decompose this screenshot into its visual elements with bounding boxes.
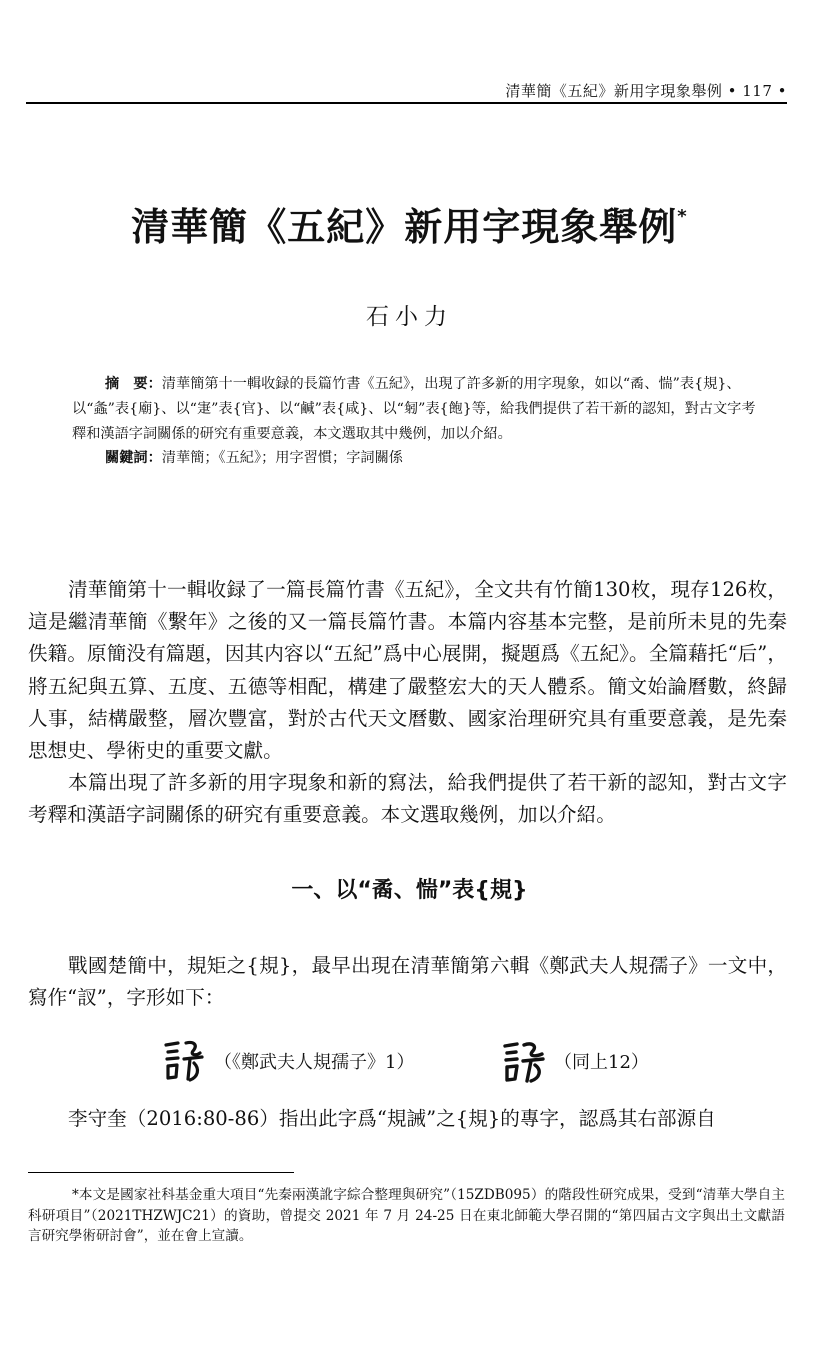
keywords-label: 關鍵詞： — [105, 450, 162, 467]
keywords-paragraph — [72, 446, 759, 471]
glyph-caption-2: （同上12） — [554, 1052, 649, 1073]
abstract-paragraph — [72, 372, 759, 446]
abstract — [72, 372, 759, 471]
footnote — [28, 1185, 785, 1247]
footnote-rule — [28, 1172, 294, 1173]
running-head: 清華簡《五紀》新用字現象舉例 • 117 • — [505, 82, 787, 100]
glyph-figure-1 — [160, 1036, 414, 1086]
intro-paragraph-1: 清華簡第十一輯收録了一篇長篇竹書《五紀》，全文共有竹簡130枚，現存126枚，這是繼清華簡《繫年》之後的又一篇長篇竹書。本篇内容基本完整，是前所未見的先秦佚籍。原簡没有篇題，因其内容以“五紀”爲中心展開，擬題爲《五紀》。全篇藉托“后”，將五紀與五算、五度、五德等相配，構建了嚴整宏大的天人體系。簡文始論曆數，終歸人事，結構嚴整，層次豐富，對於古代天文曆數、國家治理研究具有重要意義，是先秦思想史、學術史的重要文獻。 — [28, 578, 787, 763]
article-title — [0, 196, 819, 251]
section-heading-1: 一、以“矞、惴”表{規} — [291, 878, 528, 903]
glyph-caption-1: （《鄭武夫人規孺子》1） — [214, 1052, 415, 1073]
section-1-paragraph-2: 李守奎（2016:80-86）指出此字爲“規誡”之{規}的專字，認爲其右部源自 — [68, 1107, 716, 1130]
header-rule — [26, 102, 787, 104]
intro-section — [28, 574, 787, 832]
bamboo-slip-glyph-image — [160, 1037, 208, 1085]
abstract-label: 摘 要： — [105, 376, 162, 392]
section-1-body — [28, 950, 787, 1014]
footnote-text: *本文是國家社科基金重大項目“先秦兩漢訛字綜合整理與研究”（15ZDB095）的階段性研究成果，受到“清華大學自主科研項目”（2021THZWJC21）的資助，曾提交 2021 年 7 月 24-25 日在東北師範大學召開的“第四届古文字與出土文獻語言研究學術研討會”，並在會上宣讀。 — [28, 1187, 785, 1244]
abstract-text: 清華簡第十一輯收録的長篇竹書《五紀》，出現了許多新的用字現象，如以“矞、惴”表{規}、以“螽”表{廟}、以“寁”表{官}、以“鹹”表{咸}、以“匑”表{飽}等，給我們提供了若干新的認知，對古文字考釋和漢語字詞關係的研究有重要意義，本文選取其中幾例，加以介紹。 — [72, 376, 756, 442]
section-1-body-continued — [28, 1103, 787, 1135]
author-name: 石小力 — [366, 304, 453, 330]
keywords-text: 清華簡；《五紀》；用字習慣；字詞關係 — [161, 450, 403, 467]
article-title-text: 清華簡《五紀》新用字現象舉例 — [131, 205, 678, 249]
glyph-figure-2 — [500, 1036, 649, 1086]
bamboo-slip-glyph-image — [500, 1037, 548, 1085]
title-footnote-mark: * — [677, 206, 688, 227]
intro-paragraph-2: 本篇出現了許多新的用字現象和新的寫法，給我們提供了若干新的認知，對古文字考釋和漢語字詞關係的研究有重要意義。本文選取幾例，加以介紹。 — [28, 771, 787, 827]
section-1-paragraph-1: 戰國楚簡中，規矩之{規}，最早出現在清華簡第六輯《鄭武夫人規孺子》一文中，寫作“訍”，字形如下： — [28, 954, 787, 1010]
